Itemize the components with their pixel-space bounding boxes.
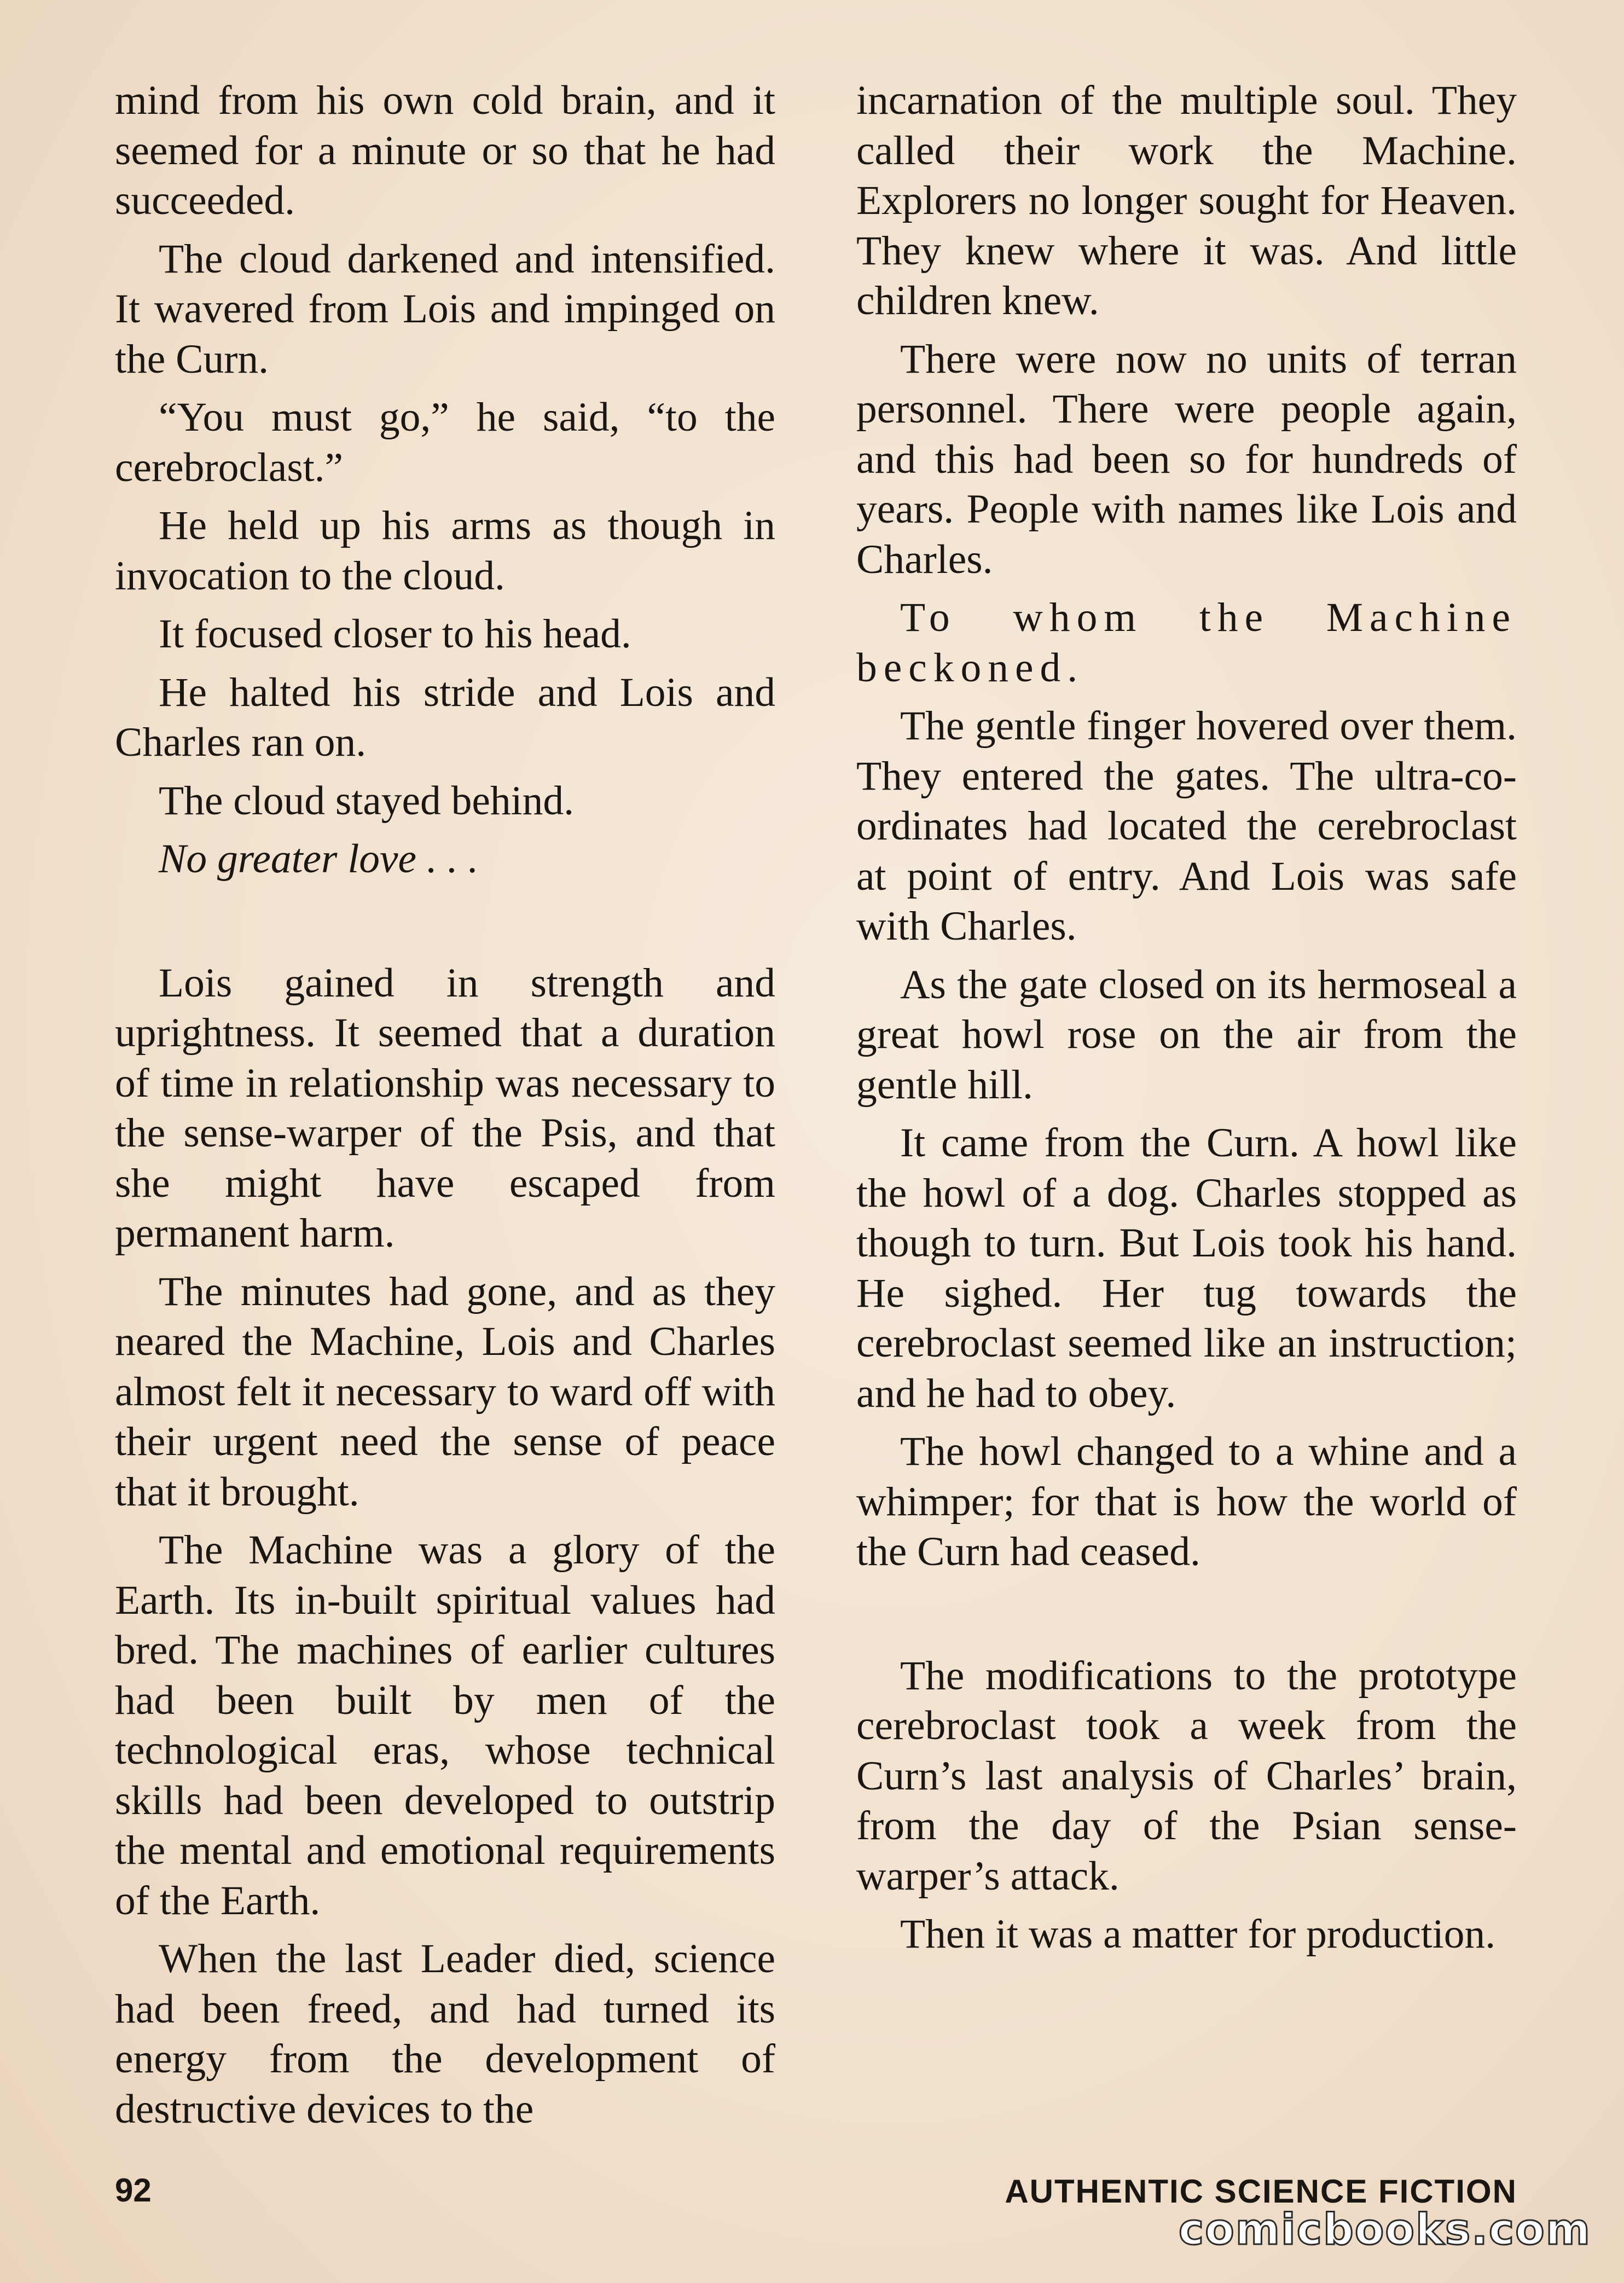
paragraph: mind from his own cold brain, and it seemed for a minute or so that he had succeeded.: [115, 78, 775, 223]
paragraph: The minutes had gone, and as they neared the Machine, Lois and Charles almost felt it necessary to ward off with their urgent need the sense of peace that it brought.: [115, 1268, 775, 1515]
paragraph: Lois gained in strength and uprightness. It seemed that a duration of time in relationship was necessary to the sense-warper of the Psis, and that she might have escaped from permanent harm.: [115, 960, 775, 1256]
page-number: 92: [115, 2172, 152, 2209]
paragraph: Then it was a matter for production.: [900, 1911, 1496, 1957]
paragraph: The cloud stayed behind.: [159, 778, 574, 824]
paragraph: There were now no units of terran personnel. There were people again, and this had been so for hundreds of years. People with names like Lois and Charles.: [856, 336, 1517, 582]
paragraph: The modifications to the prototype cerebroclast took a week from the Curn’s last analysis of Charles’ brain, from the day of the Psian sense-warper’s attack.: [856, 1653, 1517, 1899]
paragraph: To whom the Machine beckoned.: [856, 595, 1517, 691]
paragraph: It focused closer to his head.: [159, 611, 631, 657]
left-text-column: [115, 76, 775, 2142]
right-text-column: [856, 76, 1517, 1968]
paragraph: “You must go,” he said, “to the cerebroclast.”: [115, 395, 775, 490]
paragraph: The Machine was a glory of the Earth. Its in-built spiritual values had bred. The machines of earlier cultures had been built by men of the technological eras, whose technical skills had been developed to outstrip the mental and emotional requirements of the Earth.: [115, 1527, 775, 1923]
paragraph: incarnation of the multiple soul. They called their work the Machine. Explorers no longer sought for Heaven. They knew where it was. And little children knew.: [856, 78, 1517, 323]
paragraph: He halted his stride and Lois and Charles ran on.: [115, 669, 775, 765]
paragraph: When the last Leader died, science had been freed, and had turned its energy from the development of destructive devices to the: [115, 1936, 775, 2132]
publication-title: AUTHENTIC SCIENCE FICTION: [1005, 2173, 1517, 2210]
paragraph: The cloud darkened and intensified. It wavered from Lois and impinged on the Curn.: [115, 236, 775, 382]
paragraph: The howl changed to a whine and a whimper; for that is how the world of the Curn had ceased.: [856, 1429, 1517, 1574]
paragraph: As the gate closed on its hermoseal a great howl rose on the air from the gentle hill.: [856, 961, 1517, 1108]
italic-paragraph: No greater love . . .: [159, 836, 479, 882]
paragraph: It came from the Curn. A howl like the howl of a dog. Charles stopped as though to turn. But Lois took his hand. He sighed. Her tug towards the cerebroclast seemed like an instruction; and he had to obey.: [856, 1120, 1517, 1416]
watermark: comicbooks.com: [1178, 2205, 1591, 2255]
paragraph: He held up his arms as though in invocation to the cloud.: [115, 503, 775, 599]
paragraph: The gentle finger hovered over them. They entered the gates. The ultra-co-ordinates had located the cerebroclast at point of entry. And Lois was safe with Charles.: [856, 703, 1517, 949]
